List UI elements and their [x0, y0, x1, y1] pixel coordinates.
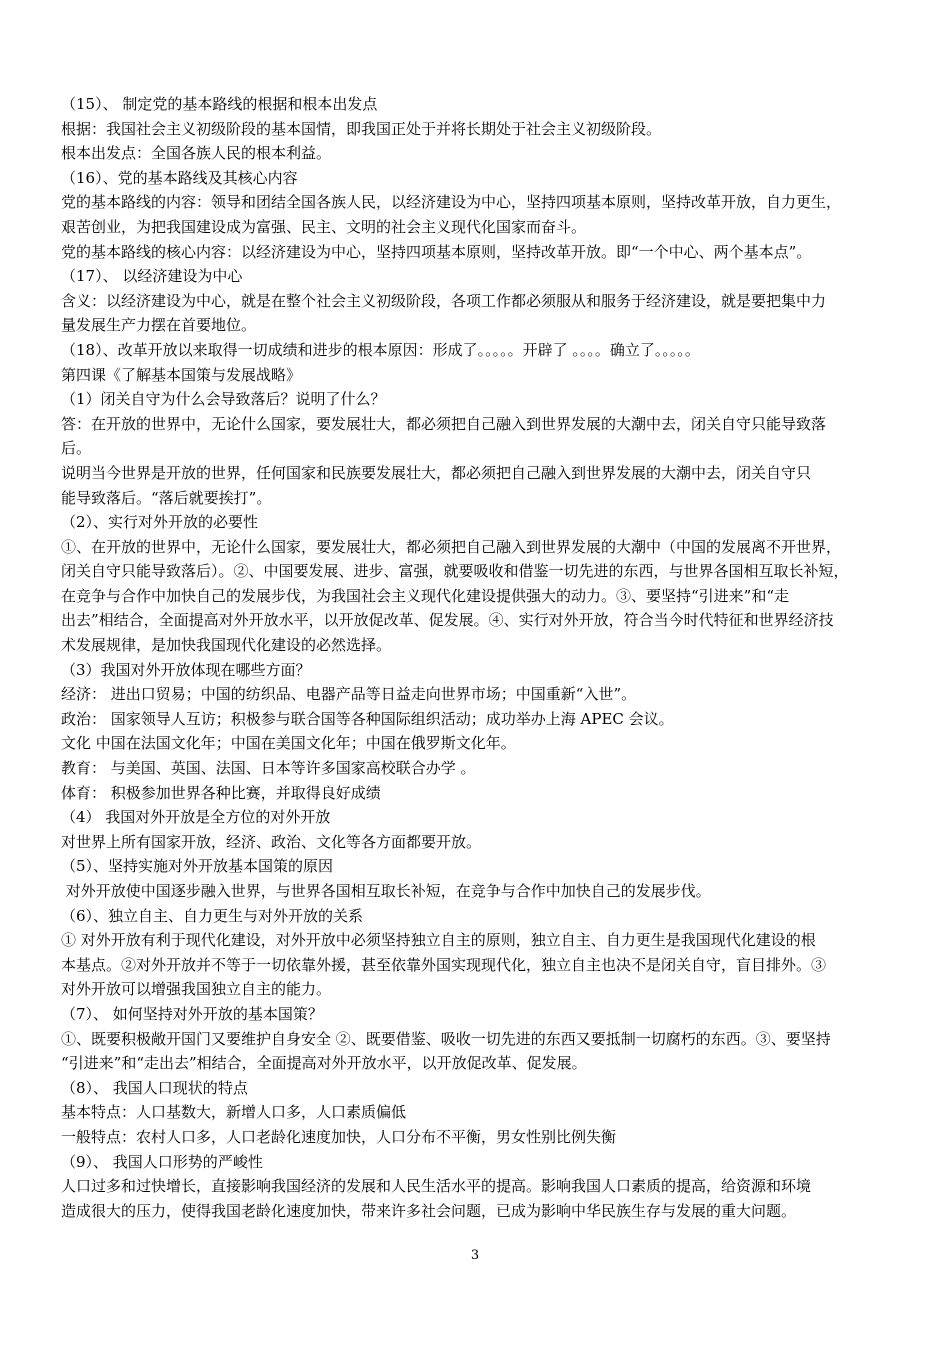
- text-line: 造成很大的压力，使得我国老龄化速度加快，带来许多社会问题，已成为影响中华民族生存与发展的重大问题。: [61, 1201, 797, 1220]
- heading-18: （18）、改革开放以来取得一切成绩和进步的根本原因：形成了。。。。。开辟了 。。。。确立了。。。。。: [61, 340, 700, 359]
- text-line: 文化 中国在法国文化年；中国在美国文化年；中国在俄罗斯文化年。: [61, 734, 516, 753]
- document-body: [61, 92, 893, 1223]
- text-line: 一般特点：农村人口多，人口老龄化速度加快，人口分布不平衡，男女性别比例失衡: [61, 1127, 617, 1146]
- text-line: 量发展生产力摆在首要地位。: [61, 316, 257, 335]
- text-line: 教育： 与美国、英国、法国、日本等许多国家高校联合办学 。: [61, 759, 476, 778]
- text-line: 出去”相结合，全面提高对外开放水平，以开放促改革、促发展。④、实行对外开放，符合当今时代特征和世界经济技: [61, 611, 834, 630]
- text-line: 根据：我国社会主义初级阶段的基本国情，即我国正处于并将长期处于社会主义初级阶段。: [61, 119, 662, 138]
- question-3: （3）我国对外开放体现在哪些方面？: [61, 660, 311, 679]
- heading-17: （17）、 以经济建设为中心: [61, 267, 243, 286]
- question-5: （5）、坚持实施对外开放基本国策的原因: [61, 857, 334, 876]
- text-line: 对外开放使中国逐步融入世界，与世界各国相互取长补短，在竞争与合作中加快自己的发展步伐。: [61, 882, 711, 900]
- text-line: 含义：以经济建设为中心，就是在整个社会主义初级阶段，各项工作都必须服从和服务于经济建设，就是要把集中力: [61, 291, 827, 310]
- text-line: 后。: [61, 439, 92, 458]
- question-6: （6）、独立自主、自力更生与对外开放的关系: [61, 906, 364, 925]
- text-line: 对外开放可以增强我国独立自主的能力。: [61, 980, 332, 999]
- page-number: 3: [470, 1248, 480, 1263]
- text-line: 术发展规律，是加快我国现代化建设的必然选择。: [61, 636, 392, 655]
- heading-16: （16）、党的基本路线及其核心内容: [61, 168, 298, 187]
- text-line: ①、既要积极敞开国门又要维护自身安全 ②、既要借鉴、吸收一切先进的东西又要抵制一切腐朽的东西。③、要坚持: [61, 1029, 831, 1048]
- text-line: ① 对外开放有利于现代化建设，对外开放中必须坚持独立自主的原则，独立自主、自力更生是我国现代化建设的根: [61, 931, 816, 950]
- text-line: 对世界上所有国家开放，经济、政治、文化等各方面都要开放。: [61, 832, 482, 851]
- text-line: ①、在开放的世界中，无论什么国家，要发展壮大，都必须把自己融入到世界发展的大潮中（中国的发展离不开世界，: [61, 537, 842, 556]
- text-line: 艰苦创业，为把我国建设成为富强、民主、文明的社会主义现代化国家而奋斗。: [61, 217, 587, 236]
- text-line: “引进来”和“走出去”相结合，全面提高对外开放水平，以开放促改革、促发展。: [61, 1054, 587, 1073]
- question-4: （4） 我国对外开放是全方位的对外开放: [61, 808, 331, 827]
- question-7: （7）、 如何坚持对外开放的基本国策？: [61, 1004, 323, 1023]
- text-line: 说明当今世界是开放的世界，任何国家和民族要发展壮大，都必须把自己融入到世界发展的大潮中去，闭关自守只: [61, 463, 812, 482]
- text-line: 经济： 进出口贸易；中国的纺织品、电器产品等日益走向世界市场；中国重新“入世”。: [61, 685, 637, 704]
- lesson-title: 第四课《了解基本国策与发展战略》: [61, 365, 302, 384]
- text-line: 能导致落后。“落后就要挨打”。: [61, 488, 272, 507]
- question-8: （8）、 我国人口现状的特点: [61, 1078, 248, 1097]
- text-line: 根本出发点：全国各族人民的根本利益。: [61, 144, 332, 163]
- text-line: 党的基本路线的内容：领导和团结全国各族人民，以经济建设为中心，坚持四项基本原则，坚持改革开放，自力更生，: [61, 193, 842, 212]
- heading-15: （15）、 制定党的基本路线的根据和根本出发点: [61, 95, 378, 113]
- question-2: （2）、实行对外开放的必要性: [61, 513, 259, 532]
- text-line: 在竞争与合作中加快自己的发展步伐，为我国社会主义现代化建设提供强大的动力。③、要坚持“引进来”和“走: [61, 586, 790, 605]
- text-line: 体育： 积极参加世界各种比赛，并取得良好成绩: [61, 783, 381, 802]
- text-line: 闭关自守只能导致落后）。②、中国要发展、进步、富强，就要吸收和借鉴一切先进的东西，与世界各国相互取长补短，: [61, 562, 849, 581]
- text-line: 人口过多和过快增长，直接影响我国经济的发展和人民生活水平的提高。影响我国人口素质的提高，给资源和环境: [61, 1177, 812, 1196]
- text-line: 答：在开放的世界中，无论什么国家，要发展壮大，都必须把自己融入到世界发展的大潮中去，闭关自守只能导致落: [61, 414, 827, 433]
- question-9: （9）、 我国人口形势的严峻性: [61, 1152, 263, 1171]
- text-line: 本基点。②对外开放并不等于一切依靠外援，甚至依靠外国实现现代化，独立自主也决不是闭关自守，盲目排外。③: [61, 955, 827, 974]
- question-1: （1）闭关自守为什么会导致落后？说明了什么？: [61, 390, 386, 409]
- text-line: 政治： 国家领导人互访；积极参与联合国等各种国际组织活动；成功举办上海 APEC 会议。: [61, 709, 674, 728]
- text-line: 基本特点：人口基数大，新增人口多，人口素质偏低: [61, 1103, 407, 1122]
- text-line: 党的基本路线的核心内容：以经济建设为中心，坚持四项基本原则，坚持改革开放。即“一个中心、两个基本点”。: [61, 242, 812, 261]
